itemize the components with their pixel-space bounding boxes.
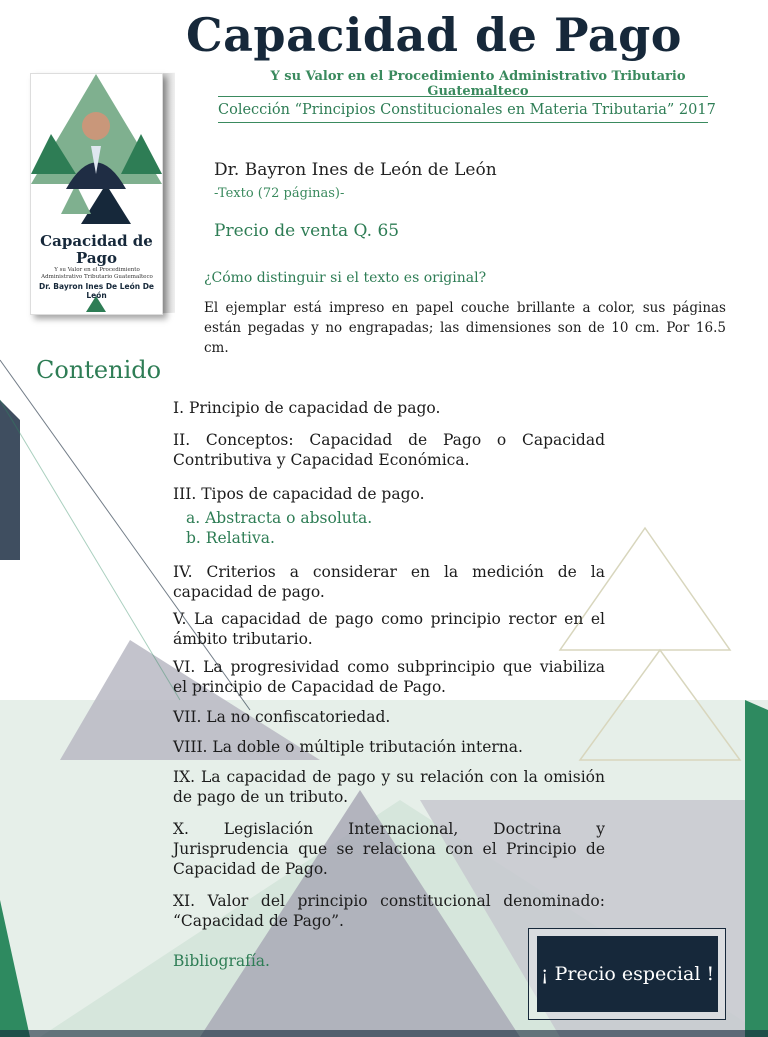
toc-item: X. Legislación Internacional, Doctrina y Jurisprudencia que se relaciona con el Principio de Capacidad de Pago. (173, 820, 605, 878)
cover-author: Dr. Bayron Ines De León De León (38, 282, 155, 300)
authenticity-description: El ejemplar está impreso en papel couche brillante a color, sus páginas están pegadas y no engrapadas; las dimensiones son de 10 cm. Por 16.5 cm. (204, 300, 726, 356)
book-cover (30, 73, 163, 315)
authenticity-question: ¿Cómo distinguir si el texto es original? (204, 270, 487, 286)
toc-item: III. Tipos de capacidad de pago. (173, 485, 425, 503)
navy-bottom-edge (0, 1030, 768, 1037)
sale-price: Precio de venta Q. 65 (214, 221, 400, 241)
special-price-badge[interactable]: ¡ Precio especial ! (537, 936, 718, 1012)
cover-subtitle: Y su Valor en el Procedimiento Administrativo Tributario Guatemalteco (41, 267, 153, 280)
green-right-strip (745, 700, 768, 1037)
toc-item: VIII. La doble o múltiple tributación interna. (173, 738, 523, 756)
cover-title-line1: Capacidad de (40, 232, 153, 250)
toc-item: II. Conceptos: Capacidad de Pago o Capacidad Contributiva y Capacidad Económica. (173, 431, 605, 469)
toc-item: V. La capacidad de pago como principio rector en el ámbito tributario. (173, 610, 605, 648)
page-subtitle: Y su Valor en el Procedimiento Administrativo Tributario Guatemalteco (270, 69, 686, 99)
portrait-head (82, 112, 110, 140)
page-count: -Texto (72 páginas)- (214, 186, 345, 201)
book-spine (161, 73, 175, 313)
bibliography-label: Bibliografía. (173, 952, 270, 970)
diagonal-line-2 (0, 400, 180, 700)
cover-navy-triangle (81, 184, 131, 224)
author-name: Dr. Bayron Ines de León de León (214, 160, 497, 180)
toc-item: IX. La capacidad de pago y su relación con la omisión de pago de un tributo. (173, 768, 605, 806)
toc-item: IV. Criterios a considerar en la medición de la capacidad de pago. (173, 563, 605, 601)
page-title: Capacidad de Pago (186, 8, 682, 62)
toc-item: VI. La progresividad como subprincipio que viabiliza el principio de Capacidad de Pago. (173, 658, 605, 696)
navy-left-strip (0, 400, 20, 560)
toc-subitem: b. Relativa. (186, 529, 275, 547)
cover-title-line2: Pago (75, 249, 118, 267)
toc-item: VII. La no confiscatoriedad. (173, 708, 391, 726)
collection-banner: Colección “Principios Constitucionales en Materia Tributaria” 2017 (218, 96, 708, 123)
contents-heading: Contenido (36, 356, 162, 384)
toc-subitem: a. Abstracta o absoluta. (186, 509, 373, 527)
toc-item: I. Principio de capacidad de pago. (173, 399, 441, 417)
toc-item: XI. Valor del principio constitucional denominado: “Capacidad de Pago”. (173, 892, 605, 930)
